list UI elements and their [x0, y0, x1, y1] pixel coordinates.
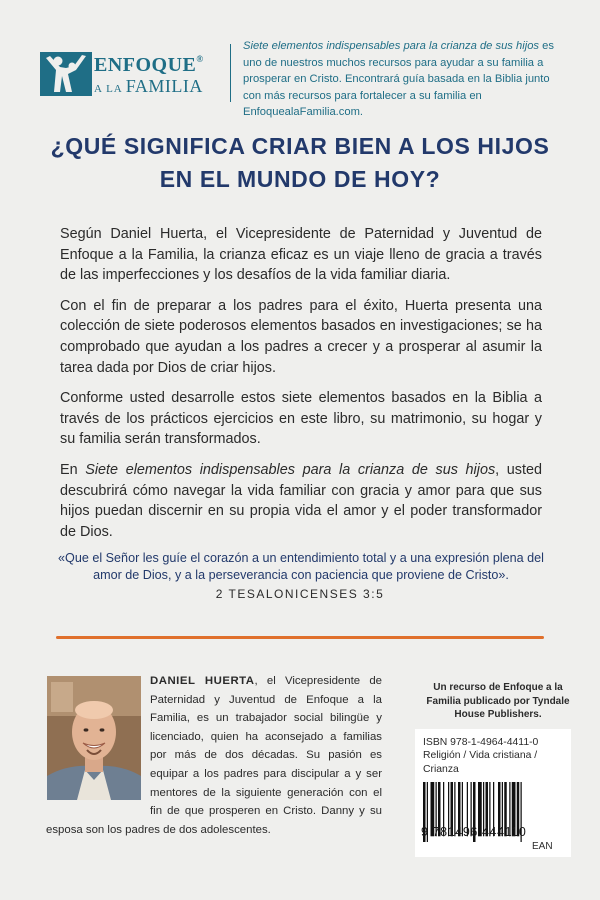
blurb-book-title: Siete elementos indispensables para la crianza de sus hijos — [243, 40, 540, 52]
bible-quote: «Que el Señor les guíe el corazón a un entendimiento total y a una expresión plena del amor de Dios, y a la perseverancia con paciencia que proviene de Cristo». — [58, 551, 544, 582]
body-paragraph-1: Según Daniel Huerta, el Vicepresidente de Paternidad y Juventud de Enfoque a la Familia, la crianza eficaz es un viaje lleno de gracia a través de las imperfecciones y los desafíos de la vida familiar diaria. — [60, 226, 542, 284]
isbn-category-1: Religión / Vida cristiana / — [423, 750, 538, 762]
body-paragraph-2: Con el fin de preparar a los padres para el éxito, Huerta presenta una colección de siete poderosos elementos basados en investigaciones; se ha comprobado que ayudan a los padres a crecer y a prosperar al asumir la tarea dada por Dios de criar hijos. — [60, 297, 542, 376]
blurb-rest: es uno de nuestros muchos recursos para ayudar a su familia a prosperar en Cristo. Encontrará guía basada en la Biblia junto con más recursos para fortalecer a su familia en EnfoquealaFamilia.com. — [243, 40, 554, 119]
orange-divider — [56, 636, 544, 639]
ean-label: EAN — [532, 841, 553, 852]
isbn-info — [423, 736, 567, 776]
logo-line2: A LA FAMILIA — [94, 76, 203, 96]
author-name: DANIEL HUERTA — [150, 675, 255, 687]
body-paragraph-3: Conforme usted desarrolle estos siete elementos basados en la Biblia a través de los prácticos ejercicios en este libro, su matrimonio, su hogar y su familia serán transformados. — [60, 390, 542, 448]
headline-line2: EN EL MUNDO DE HOY? — [159, 166, 441, 192]
photo-spacer — [46, 672, 150, 804]
body-text — [60, 224, 542, 552]
bible-reference: 2 TESALONICENSES 3:5 — [215, 587, 385, 601]
headline-line1: ¿QUÉ SIGNIFICA CRIAR BIEN A LOS HIJOS — [50, 133, 550, 159]
author-bio-text: , el Vicepresidente de Paternidad y Juventud de Enfoque a la Familia, es un trabajador social bilingüe y licenciado, quien ha aconsejado a familias por más de dos décadas. Su pasión es equipar a los padres para discipular a y ser mentores de la siguiente generación con el fin de que prosperen en Cristo. Danny y su esposa son los padres de dos adolescentes. — [46, 675, 382, 836]
header-divider — [230, 44, 231, 102]
isbn-number: ISBN 978-1-4964-4411-0 — [423, 737, 539, 748]
author-bio — [46, 672, 382, 839]
publisher-note: Un recurso de Enfoque a la Familia publicado por Tyndale House Publishers. — [426, 682, 570, 721]
enfoque-logo — [40, 52, 220, 100]
body-paragraph-4: En Siete elementos indispensables para la crianza de sus hijos, usted descubrirá cómo navegar la vida familiar con gracia y amor para que sus hijos puedan discernir en su propia vida el amor y el poder transformador de Dios. — [60, 461, 542, 540]
barcode-number: 9 781496 444110 — [421, 825, 527, 839]
family-figures-icon — [40, 52, 92, 96]
isbn-box — [415, 729, 571, 857]
logo-line1: ENFOQUE® — [94, 54, 204, 76]
headline — [40, 130, 560, 196]
isbn-category-2: Crianza — [423, 763, 459, 775]
header-blurb — [243, 38, 563, 121]
